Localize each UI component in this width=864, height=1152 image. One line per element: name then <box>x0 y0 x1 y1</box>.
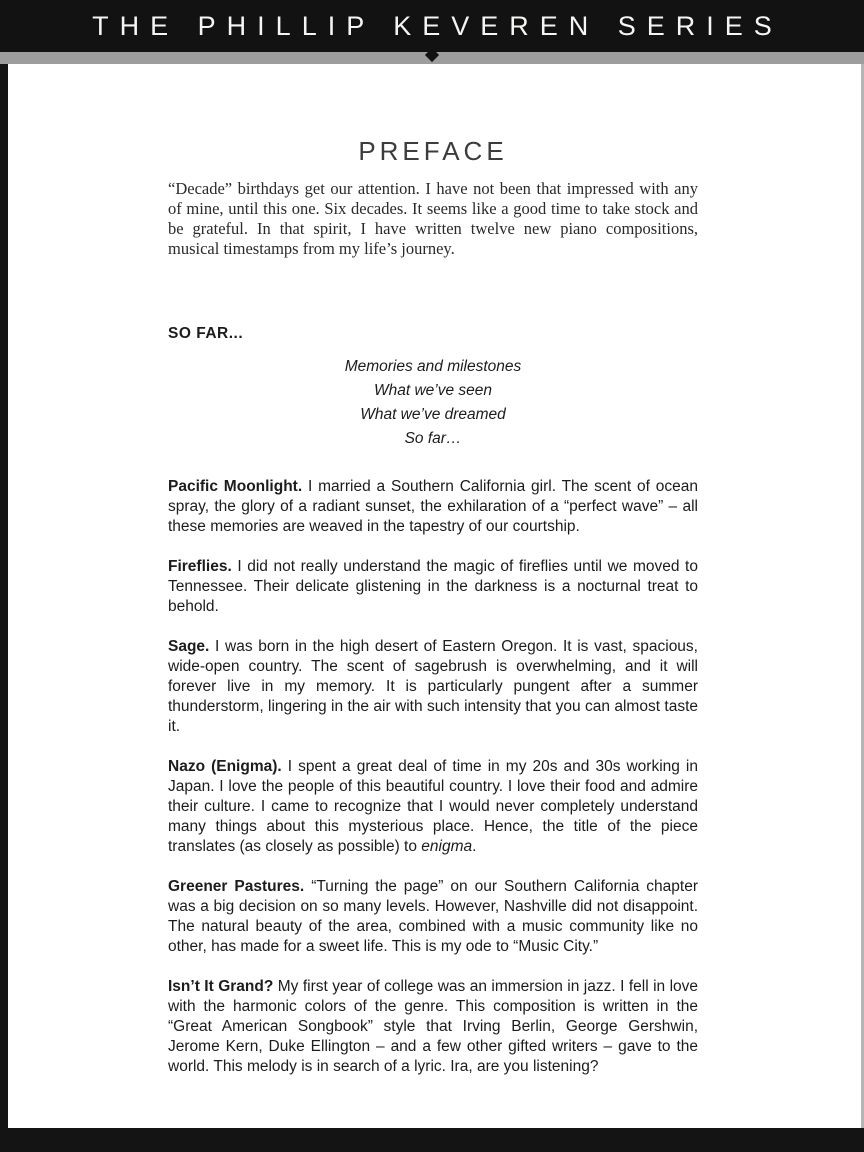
so-far-heading: SO FAR... <box>168 325 244 342</box>
preface-heading: PREFACE <box>358 136 508 166</box>
entry-paragraph <box>168 477 698 537</box>
entry-paragraph <box>168 977 698 1077</box>
entry-title: Nazo (Enigma). <box>168 758 282 775</box>
entry-title: Fireflies. <box>168 558 232 575</box>
poem-line: Memories and milestones <box>344 358 522 375</box>
entry-body: I married a Southern California girl. The scent of ocean spray, the glory of a radiant sunset, the exhilaration of a “perfect wave” – all these memories are weaved in the tapestry of our courtship. <box>168 478 698 535</box>
composition-notes <box>168 477 698 1077</box>
entry-title: Isn’t It Grand? <box>168 978 274 995</box>
series-header-bar <box>0 0 864 52</box>
entry-paragraph <box>168 757 698 857</box>
entry-body: I did not really understand the magic of fireflies until we moved to Tennessee. Their delicate glistening in the darkness is a nocturnal treat to behold. <box>168 558 698 615</box>
entry-body-italic: enigma <box>421 838 473 855</box>
poem-line: What we’ve seen <box>373 382 493 399</box>
poem-line: What we’ve dreamed <box>360 406 506 423</box>
entry-body: “Turning the page” on our Southern California chapter was a big decision on so many levels. However, Nashville did not disappoint. The natural beauty of the area, combined with a music community like no other, has made for a sweet life. This is my ode to “Music City.” <box>168 878 699 955</box>
entry-paragraph <box>168 637 698 737</box>
series-title: THE PHILLIP KEVEREN SERIES <box>92 10 783 41</box>
preface-intro-paragraph: “Decade” birthdays get our attention. I have not been that impressed with any of mine, until this one. Six decades. It seems like a good time to take stock and be grateful. In that spirit, I have written twelve new piano compositions, musical timestamps from my life’s journey. <box>168 179 698 258</box>
entry-paragraph <box>168 877 698 957</box>
page-content <box>168 64 698 1097</box>
entry-title: Pacific Moonlight. <box>168 478 303 495</box>
poem-line: So far… <box>404 430 462 447</box>
bottom-black-bar <box>0 1128 864 1152</box>
poem-block <box>168 355 698 451</box>
entry-body: I spent a great deal of time in my 20s and 30s working in Japan. I love the people of this beautiful country. I love their food and admire their culture. I came to recognize that I would never completely understand many things about this mysterious place. Hence, the title of the piece translates (as closely as possible) to <box>168 758 698 855</box>
entry-body: I was born in the high desert of Eastern Oregon. It is vast, spacious, wide-open country. The scent of sagebrush is overwhelming, and it will forever live in my memory. It is particularly pungent after a summer thunderstorm, lingering in the air with such intensity that you can almost taste it. <box>168 638 698 735</box>
entry-body: My first year of college was an immersion in jazz. I fell in love with the harmonic colors of the genre. This composition is written in the “Great American Songbook” style that Irving Berlin, George Gershwin, Jerome Kern, Duke Ellington – and a few other gifted writers – gave to the world. This melody is in search of a lyric. Ira, are you listening? <box>168 978 699 1075</box>
left-edge-bar <box>0 0 8 1152</box>
entry-title: Sage. <box>168 638 210 655</box>
entry-paragraph <box>168 557 698 617</box>
entry-body-tail: . <box>472 838 477 855</box>
entry-title: Greener Pastures. <box>168 878 305 895</box>
